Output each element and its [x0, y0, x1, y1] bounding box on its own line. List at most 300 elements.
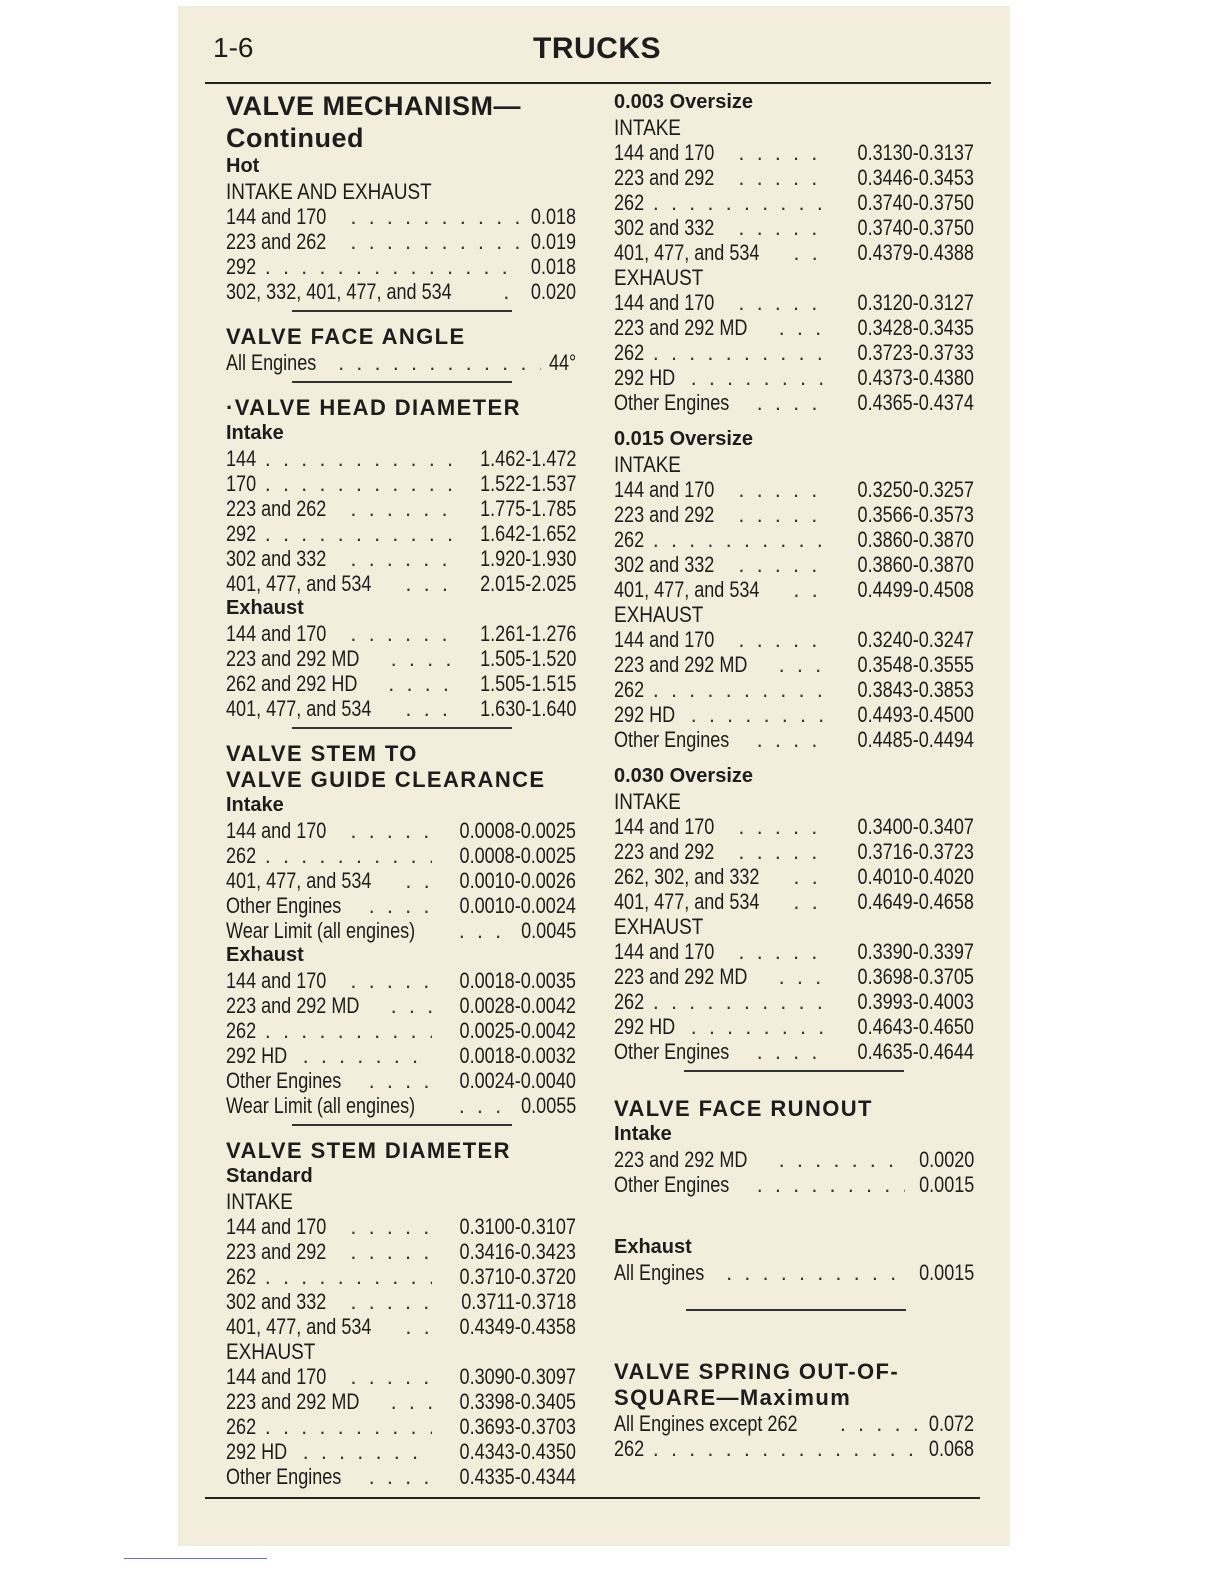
spec-label: 401, 477, and 534	[614, 577, 760, 602]
spec-list	[226, 446, 576, 596]
spec-label: 262, 302, and 332	[614, 864, 760, 889]
dot-leader	[738, 215, 830, 241]
spec-value: 0.0045	[520, 918, 576, 943]
section-oversize-0030	[614, 764, 974, 1064]
spec-row	[226, 1414, 576, 1439]
spec-value: 0.4335-0.4344	[459, 1464, 576, 1489]
spec-label: 144	[226, 446, 257, 471]
spec-row	[226, 868, 576, 893]
spec-label: 144 and 170	[226, 968, 327, 993]
spec-row	[226, 1093, 576, 1118]
dot-leader	[653, 190, 830, 216]
spec-label: Other Engines	[614, 390, 730, 415]
spec-row	[226, 1314, 576, 1339]
spec-label: Other Engines	[226, 1068, 342, 1093]
spec-value: 0.0025-0.0042	[459, 1018, 576, 1043]
spec-list	[226, 1364, 576, 1489]
spec-value: 0.0018-0.0035	[459, 968, 576, 993]
spec-value: 1.630-1.640	[479, 696, 576, 721]
spec-label: 144 and 170	[614, 814, 715, 839]
spec-value: 44°	[548, 350, 576, 375]
spec-row	[614, 240, 974, 265]
dot-leader	[738, 552, 830, 578]
dot-leader	[691, 365, 831, 391]
spec-label: 144 and 170	[226, 204, 327, 229]
spec-label: Other Engines	[226, 893, 342, 918]
dot-leader	[653, 527, 830, 553]
spec-row	[614, 190, 974, 215]
dot-leader	[459, 1093, 507, 1119]
spec-value: 0.0010-0.0024	[459, 893, 576, 918]
spec-row	[226, 1464, 576, 1489]
spec-label: Other Engines	[614, 727, 730, 752]
spec-label: 292 HD	[226, 1043, 288, 1068]
spec-value: 0.3416-0.3423	[459, 1239, 576, 1264]
spec-label: 223 and 292 MD	[226, 993, 360, 1018]
dot-leader	[653, 340, 830, 366]
spec-label: 223 and 292	[614, 839, 715, 864]
spec-row	[614, 552, 974, 577]
subheading-exhaust: Exhaust	[614, 1236, 692, 1258]
spec-value: 1.505-1.520	[479, 646, 576, 671]
spec-row	[226, 621, 576, 646]
spec-row	[614, 140, 974, 165]
spec-row	[226, 1068, 576, 1093]
spec-label: 302 and 332	[614, 552, 715, 577]
subheading-intake: Intake	[614, 1123, 672, 1145]
dot-leader	[757, 390, 830, 416]
spec-label: 223 and 292	[614, 502, 715, 527]
spec-list	[614, 477, 974, 602]
spec-value: 0.4649-0.4658	[857, 889, 974, 914]
section-valve-face-angle	[226, 324, 576, 375]
spec-row	[226, 204, 576, 229]
section-title-line2: SQUARE—Maximum	[614, 1385, 852, 1410]
spec-value: 0.0020	[918, 1147, 974, 1172]
section-title: VALVE SPRING OUT-OF-	[614, 1359, 900, 1384]
dot-leader	[726, 1260, 905, 1286]
spec-row	[614, 477, 974, 502]
spec-value: 0.018	[530, 204, 576, 229]
spec-row	[226, 571, 576, 596]
spec-value: 0.0015	[918, 1260, 974, 1285]
spec-label: 302 and 332	[226, 1289, 327, 1314]
spec-value: 0.019	[530, 229, 576, 254]
spec-label: All Engines except 262	[614, 1411, 798, 1436]
spec-row	[226, 1264, 576, 1289]
spec-label: 223 and 292 MD	[226, 1389, 360, 1414]
dot-leader	[350, 1364, 432, 1390]
dot-leader	[388, 671, 456, 697]
spec-value: 0.3566-0.3573	[857, 502, 974, 527]
spacer	[614, 1197, 974, 1235]
spec-value: 1.920-1.930	[479, 546, 576, 571]
spec-value: 0.4485-0.4494	[857, 727, 974, 752]
spec-value: 1.261-1.276	[479, 621, 576, 646]
section-valve-face-runout	[614, 1096, 974, 1285]
dot-leader	[265, 254, 519, 280]
spec-row	[614, 627, 974, 652]
section-oversize-0003	[614, 90, 974, 415]
spec-row	[226, 229, 576, 254]
section-oversize-0015	[614, 427, 974, 752]
subheading-exhaust: Exhaust	[226, 944, 304, 966]
spec-label: 144 and 170	[614, 477, 715, 502]
dot-leader	[738, 627, 830, 653]
dot-leader	[405, 696, 456, 722]
spacer	[614, 415, 974, 427]
spec-row	[226, 521, 576, 546]
spec-value: 0.4373-0.4380	[857, 365, 974, 390]
spec-value: 0.4379-0.4388	[857, 240, 974, 265]
section-title: VALVE FACE RUNOUT	[614, 1096, 873, 1121]
spec-row	[226, 918, 576, 943]
spec-row	[614, 1039, 974, 1064]
spec-row	[226, 993, 576, 1018]
right-column	[614, 90, 974, 1461]
spec-row	[614, 340, 974, 365]
spec-row	[226, 646, 576, 671]
spec-label: 144 and 170	[614, 140, 715, 165]
caption-exhaust: EXHAUST	[614, 265, 704, 290]
spec-list	[226, 1214, 576, 1339]
left-column	[226, 90, 576, 1489]
spec-value: 0.020	[530, 279, 576, 304]
section-title: 0.030 Oversize	[614, 765, 753, 787]
spec-value: 1.775-1.785	[479, 496, 576, 521]
dot-leader	[350, 496, 456, 522]
dot-leader	[350, 1214, 432, 1240]
section-divider	[292, 310, 512, 312]
spec-label: All Engines	[614, 1260, 705, 1285]
dot-leader	[757, 727, 830, 753]
dot-leader	[738, 839, 830, 865]
spec-row	[614, 290, 974, 315]
spec-value: 0.4493-0.4500	[857, 702, 974, 727]
spec-row	[226, 350, 576, 375]
spec-value: 1.642-1.652	[479, 521, 576, 546]
section-divider	[684, 1070, 904, 1072]
spec-row	[226, 1018, 576, 1043]
spec-value: 0.4635-0.4644	[857, 1039, 974, 1064]
dot-leader	[793, 240, 830, 266]
spec-value: 0.3860-0.3870	[857, 552, 974, 577]
spec-value: 0.3711-0.3718	[460, 1289, 576, 1314]
spec-label: 292	[226, 254, 257, 279]
spec-label: 262	[614, 527, 645, 552]
section-stem-guide-clearance	[226, 741, 576, 1118]
spec-value: 0.4349-0.4358	[459, 1314, 576, 1339]
spec-row	[226, 254, 576, 279]
spec-row	[226, 671, 576, 696]
spec-label: 401, 477, and 534	[226, 696, 372, 721]
spec-list	[614, 1260, 974, 1285]
spec-value: 0.4343-0.4350	[459, 1439, 576, 1464]
spec-value: 1.522-1.537	[479, 471, 576, 496]
spec-label: 170	[226, 471, 257, 496]
spec-list	[226, 204, 576, 304]
spec-row	[226, 893, 576, 918]
spec-label: 144 and 170	[226, 818, 327, 843]
spec-label: 302, 332, 401, 477, and 534	[226, 279, 452, 304]
spec-label: 292	[226, 521, 257, 546]
spec-value: 0.4365-0.4374	[857, 390, 974, 415]
section-title: VALVE STEM TO	[226, 741, 418, 766]
spec-value: 0.3120-0.3127	[857, 290, 974, 315]
spec-row	[614, 1172, 974, 1197]
dot-leader	[391, 1389, 432, 1415]
section-title: VALVE STEM DIAMETER	[226, 1138, 511, 1163]
spec-label: 262	[614, 1436, 645, 1461]
page-title: TRUCKS	[533, 32, 661, 65]
spec-value: 0.0024-0.0040	[459, 1068, 576, 1093]
dot-leader	[303, 1043, 433, 1069]
dot-leader	[265, 1414, 432, 1440]
section-title: 0.015 Oversize	[614, 428, 753, 450]
spec-value: 0.0055	[520, 1093, 576, 1118]
spec-label: Other Engines	[226, 1464, 342, 1489]
dot-leader	[503, 279, 519, 305]
page-edge-line	[124, 1558, 267, 1559]
spec-value: 0.3843-0.3853	[857, 677, 974, 702]
section-divider	[686, 1309, 906, 1311]
spec-value: 0.3390-0.3397	[857, 939, 974, 964]
dot-leader	[840, 1411, 917, 1437]
subheading-exhaust: Exhaust	[226, 597, 304, 619]
spec-value: 0.0008-0.0025	[459, 843, 576, 868]
dot-leader	[779, 1147, 905, 1173]
spec-value: 0.4499-0.4508	[857, 577, 974, 602]
section-valve-head-diameter	[226, 395, 576, 721]
spec-row	[226, 1289, 576, 1314]
caption-intake: INTAKE	[614, 789, 681, 814]
spec-row	[226, 471, 576, 496]
spec-value: 0.018	[530, 254, 576, 279]
spec-list	[226, 968, 576, 1118]
dot-leader	[738, 502, 830, 528]
spec-label: 262	[614, 677, 645, 702]
spec-row	[226, 696, 576, 721]
spec-label: 302 and 332	[226, 546, 327, 571]
spec-value: 0.0028-0.0042	[459, 993, 576, 1018]
spec-label: Other Engines	[614, 1172, 730, 1197]
spec-label: 223 and 292 MD	[614, 652, 748, 677]
spec-row	[614, 365, 974, 390]
dot-leader	[265, 471, 457, 497]
spec-value: 0.3250-0.3257	[857, 477, 974, 502]
spec-list	[614, 140, 974, 265]
spec-list	[614, 290, 974, 415]
section-valve-mechanism	[226, 90, 576, 304]
spec-row	[614, 165, 974, 190]
dot-leader	[369, 893, 432, 919]
spec-value: 0.3993-0.4003	[857, 989, 974, 1014]
dot-leader	[779, 315, 830, 341]
dot-leader	[405, 868, 432, 894]
spec-label: 292 HD	[614, 1014, 676, 1039]
spacer	[614, 1323, 974, 1359]
dot-leader	[653, 989, 830, 1015]
spec-label: 401, 477, and 534	[226, 868, 372, 893]
dot-leader	[350, 1239, 432, 1265]
dot-leader	[265, 843, 432, 869]
spec-label: 144 and 170	[226, 1364, 327, 1389]
section-divider	[292, 381, 512, 383]
section-divider	[292, 727, 512, 729]
spec-list	[614, 627, 974, 752]
spec-label: All Engines	[226, 350, 317, 375]
spec-row	[226, 1364, 576, 1389]
spec-label: 144 and 170	[614, 939, 715, 964]
spec-row	[614, 390, 974, 415]
spec-label: Wear Limit (all engines)	[226, 1093, 416, 1118]
spec-value: 0.3860-0.3870	[857, 527, 974, 552]
spec-value: 0.3710-0.3720	[459, 1264, 576, 1289]
dot-leader	[350, 204, 519, 230]
spec-label: 144 and 170	[226, 621, 327, 646]
spec-value: 2.015-2.025	[479, 571, 576, 596]
spec-label: Other Engines	[614, 1039, 730, 1064]
spec-label: 223 and 292 MD	[226, 646, 360, 671]
caption-exhaust: EXHAUST	[226, 1339, 316, 1364]
spec-row	[614, 315, 974, 340]
dot-leader	[738, 814, 830, 840]
spec-row	[614, 502, 974, 527]
dot-leader	[391, 993, 432, 1019]
spec-row	[614, 989, 974, 1014]
dot-leader	[738, 290, 830, 316]
spec-value: 0.3398-0.3405	[459, 1389, 576, 1414]
spacer	[614, 1084, 974, 1096]
spec-label: 262	[226, 1018, 257, 1043]
spec-value: 0.3130-0.3137	[857, 140, 974, 165]
spec-label: 144 and 170	[614, 627, 715, 652]
spec-row	[614, 1436, 974, 1461]
spec-value: 0.3090-0.3097	[459, 1364, 576, 1389]
spec-list	[614, 939, 974, 1064]
dot-leader	[738, 939, 830, 965]
spacer	[614, 1285, 974, 1303]
spec-list	[226, 350, 576, 375]
spec-row	[614, 215, 974, 240]
spec-label: 401, 477, and 534	[614, 240, 760, 265]
spec-value: 0.4643-0.4650	[857, 1014, 974, 1039]
dot-leader	[779, 964, 830, 990]
spec-label: 401, 477, and 534	[614, 889, 760, 914]
dot-leader	[391, 646, 457, 672]
subheading-standard: Standard	[226, 1165, 313, 1187]
spec-value: 0.0018-0.0032	[459, 1043, 576, 1068]
spec-row	[226, 496, 576, 521]
dot-leader	[653, 1436, 917, 1462]
spec-row	[614, 1411, 974, 1436]
dot-leader	[350, 968, 432, 994]
spec-value: 0.0008-0.0025	[459, 818, 576, 843]
caption-intake: INTAKE	[226, 1189, 293, 1214]
dot-leader	[779, 652, 830, 678]
section-divider	[292, 1124, 512, 1126]
spec-row	[614, 652, 974, 677]
spec-value: 0.3548-0.3555	[857, 652, 974, 677]
caption-exhaust: EXHAUST	[614, 602, 704, 627]
spec-value: 0.068	[928, 1436, 974, 1461]
section-title: ·VALVE HEAD DIAMETER	[226, 395, 521, 420]
spec-value: 0.0015	[918, 1172, 974, 1197]
caption-intake-exhaust: INTAKE AND EXHAUST	[226, 179, 432, 204]
dot-leader	[738, 477, 830, 503]
spec-label: 401, 477, and 534	[226, 1314, 372, 1339]
section-title: VALVE FACE ANGLE	[226, 324, 466, 349]
spec-label: 262 and 292 HD	[226, 671, 358, 696]
dot-leader	[738, 165, 830, 191]
spec-row	[226, 1389, 576, 1414]
spec-value: 0.3240-0.3247	[857, 627, 974, 652]
spec-row	[226, 1239, 576, 1264]
spec-value: 1.505-1.515	[479, 671, 576, 696]
spec-row	[614, 527, 974, 552]
dot-leader	[350, 546, 456, 572]
spec-label: 223 and 292	[614, 165, 715, 190]
dot-leader	[265, 1018, 432, 1044]
spec-row	[226, 279, 576, 304]
section-title: 0.003 Oversize	[614, 91, 753, 113]
spec-row	[614, 939, 974, 964]
dot-leader	[793, 577, 830, 603]
spec-row	[226, 1214, 576, 1239]
spec-row	[226, 446, 576, 471]
spec-row	[614, 839, 974, 864]
spec-label: 292 HD	[614, 702, 676, 727]
spec-row	[614, 1260, 974, 1285]
spec-value: 0.3723-0.3733	[857, 340, 974, 365]
dot-leader	[338, 350, 541, 376]
dot-leader	[793, 889, 830, 915]
spec-label: 223 and 262	[226, 496, 327, 521]
spec-label: 262	[614, 989, 645, 1014]
dot-leader	[265, 446, 457, 472]
spec-label: 223 and 292 MD	[614, 1147, 748, 1172]
spec-row	[614, 677, 974, 702]
spec-label: 302 and 332	[614, 215, 715, 240]
section-title-line2: VALVE GUIDE CLEARANCE	[226, 767, 546, 792]
spec-list	[614, 1411, 974, 1461]
dot-leader	[691, 702, 831, 728]
section-valve-spring-out-of-square	[614, 1359, 974, 1461]
footer-rule	[205, 1497, 980, 1499]
dot-leader	[350, 621, 456, 647]
spec-row	[614, 577, 974, 602]
spec-label: 223 and 262	[226, 229, 327, 254]
spec-value: 0.0010-0.0026	[459, 868, 576, 893]
spec-label: 292 HD	[614, 365, 676, 390]
spec-value: 0.3100-0.3107	[459, 1214, 576, 1239]
spec-value: 0.3740-0.3750	[857, 190, 974, 215]
spec-row	[226, 968, 576, 993]
page-number: 1-6	[213, 32, 254, 63]
section-title: VALVE MECHANISM—	[226, 91, 522, 121]
subheading-hot: Hot	[226, 155, 260, 177]
dot-leader	[757, 1172, 905, 1198]
dot-leader	[303, 1439, 433, 1465]
dot-leader	[350, 229, 519, 255]
subheading-intake: Intake	[226, 422, 284, 444]
spec-value: 0.3740-0.3750	[857, 215, 974, 240]
spec-label: 401, 477, and 534	[226, 571, 372, 596]
caption-intake: INTAKE	[614, 452, 681, 477]
spec-row	[614, 1147, 974, 1172]
spec-value: 0.3693-0.3703	[459, 1414, 576, 1439]
spec-value: 0.072	[928, 1411, 974, 1436]
